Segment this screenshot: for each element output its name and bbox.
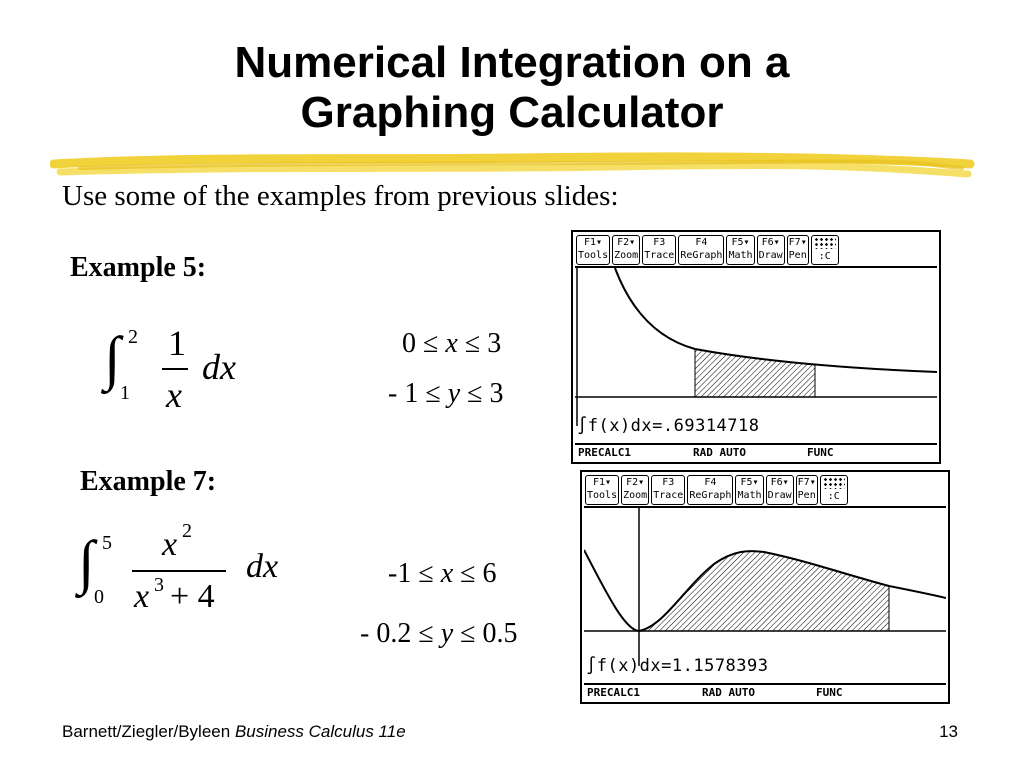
function-key-label: F4	[695, 237, 708, 248]
denominator-rest: + 4	[170, 578, 215, 615]
toolbar-button-zoom[interactable]	[621, 475, 649, 505]
shaded-area	[695, 349, 815, 397]
shaded-area	[639, 551, 889, 631]
numerator: 1	[168, 323, 186, 363]
y-lower: - 0.2	[360, 618, 412, 649]
upper-limit: 2	[128, 326, 138, 348]
toolbar-button-math[interactable]	[735, 475, 763, 505]
example-7-y-range: - 0.2 ≤ y ≤ 0.5	[360, 618, 518, 649]
function-key-label: F2▾	[626, 477, 645, 488]
status-bar	[584, 683, 946, 700]
menu-label: Zoom	[614, 250, 639, 261]
status-graph: FUNC	[816, 686, 843, 699]
menu-label: :C	[827, 491, 840, 502]
y-var: y	[440, 618, 454, 649]
example-7-x-range: -1 ≤ x ≤ 6	[388, 558, 497, 589]
y-upper: 0.5	[482, 618, 518, 649]
example-5-y-range: - 1 ≤ y ≤ 3	[388, 378, 504, 409]
toolbar-button-trace[interactable]	[642, 235, 676, 265]
x-lower: 0	[402, 328, 416, 359]
fraction-bar	[162, 368, 188, 370]
fraction-bar	[132, 570, 226, 572]
numerator-base: x	[162, 526, 178, 563]
toolbar-button-tools[interactable]	[585, 475, 619, 505]
calculator-screen-example-5	[571, 230, 941, 464]
status-bar	[575, 443, 937, 460]
integral-result: ∫f(x)dx=.69314718	[577, 416, 760, 436]
integral-result: ∫f(x)dx=1.1578393	[586, 656, 769, 676]
function-key-label: F1▾	[593, 477, 612, 488]
toolbar-button-zoom[interactable]	[612, 235, 640, 265]
menu-label: Zoom	[623, 490, 648, 501]
function-key-label: F5▾	[740, 477, 759, 488]
menu-label: Trace	[653, 490, 684, 501]
dots-icon	[823, 477, 845, 489]
denominator-exponent: 3	[154, 574, 164, 596]
toolbar-button-tools[interactable]	[576, 235, 610, 265]
menu-label: Pen	[797, 490, 816, 501]
toolbar-button-draw[interactable]	[757, 235, 785, 265]
example-5-x-range: 0 ≤ x ≤ 3	[402, 328, 502, 359]
dots-icon	[814, 237, 836, 249]
toolbar-button--c[interactable]	[811, 235, 839, 265]
function-key-label: F6▾	[761, 237, 780, 248]
y-upper: 3	[489, 378, 504, 409]
menu-label: Pen	[788, 250, 807, 261]
toolbar-button-pen[interactable]	[796, 475, 818, 505]
y-var: y	[447, 378, 461, 409]
differential: dx	[202, 347, 236, 387]
intro-text: Use some of the examples from previous slides:	[62, 180, 619, 212]
x-lower: -1	[388, 558, 412, 589]
menu-label: Draw	[767, 490, 792, 501]
differential: dx	[246, 548, 279, 585]
x-var: x	[440, 558, 454, 589]
function-key-label: F7▾	[797, 477, 816, 488]
menu-label: ReGraph	[680, 250, 723, 261]
calculator-toolbar	[584, 474, 946, 508]
toolbar-button--c[interactable]	[820, 475, 848, 505]
function-key-label: F7▾	[788, 237, 807, 248]
example-7-integral	[78, 518, 308, 618]
x-var: x	[445, 328, 458, 359]
example-5-integral	[104, 322, 264, 422]
toolbar-button-regraph[interactable]	[687, 475, 733, 505]
example-5-label: Example 5:	[70, 252, 207, 283]
menu-label: Draw	[758, 250, 783, 261]
toolbar-button-math[interactable]	[726, 235, 754, 265]
lower-limit: 1	[120, 382, 130, 404]
menu-label: Math	[737, 490, 762, 501]
footer-citation	[62, 722, 406, 742]
page-number: 13	[939, 722, 958, 741]
numerator-exponent: 2	[182, 520, 192, 542]
menu-label: Tools	[587, 490, 618, 501]
function-key-label: F6▾	[770, 477, 789, 488]
integral-sign: ∫	[78, 529, 95, 595]
denominator: x	[166, 375, 182, 415]
menu-label: Tools	[578, 250, 609, 261]
toolbar-button-draw[interactable]	[766, 475, 794, 505]
status-angle: RAD AUTO	[693, 446, 746, 459]
toolbar-button-trace[interactable]	[651, 475, 685, 505]
lower-limit: 0	[94, 586, 104, 608]
function-key-label: F5▾	[731, 237, 750, 248]
status-mode: PRECALC1	[578, 446, 631, 459]
calculator-toolbar	[575, 234, 937, 268]
status-angle: RAD AUTO	[702, 686, 755, 699]
x-upper: 3	[487, 328, 502, 359]
title-line-2: Graphing Calculator	[300, 88, 724, 137]
menu-label: Trace	[644, 250, 675, 261]
example-7-label: Example 7:	[80, 466, 217, 497]
status-graph: FUNC	[807, 446, 834, 459]
toolbar-button-pen[interactable]	[787, 235, 809, 265]
footer-authors: Barnett/Ziegler/Byleen	[62, 722, 231, 741]
footer-book-title: Business Calculus 11e	[234, 722, 406, 741]
curve-1-over-x	[615, 268, 937, 372]
integral-sign: ∫	[104, 325, 121, 391]
upper-limit: 5	[102, 532, 112, 554]
calculator-graph	[575, 268, 937, 426]
x-upper: 6	[482, 558, 497, 589]
menu-label: :C	[818, 251, 831, 262]
menu-label: Math	[728, 250, 753, 261]
slide-title	[0, 38, 1024, 138]
function-key-label: F3	[662, 477, 675, 488]
status-mode: PRECALC1	[587, 686, 640, 699]
function-key-label: F1▾	[584, 237, 603, 248]
function-key-label: F3	[653, 237, 666, 248]
toolbar-button-regraph[interactable]	[678, 235, 724, 265]
menu-label: ReGraph	[689, 490, 732, 501]
calculator-graph	[584, 508, 946, 666]
calculator-screen-example-7	[580, 470, 950, 704]
title-line-1: Numerical Integration on a	[234, 38, 790, 87]
function-key-label: F4	[704, 477, 717, 488]
function-key-label: F2▾	[617, 237, 636, 248]
denominator-base: x	[134, 578, 150, 615]
y-lower: - 1	[388, 378, 419, 409]
